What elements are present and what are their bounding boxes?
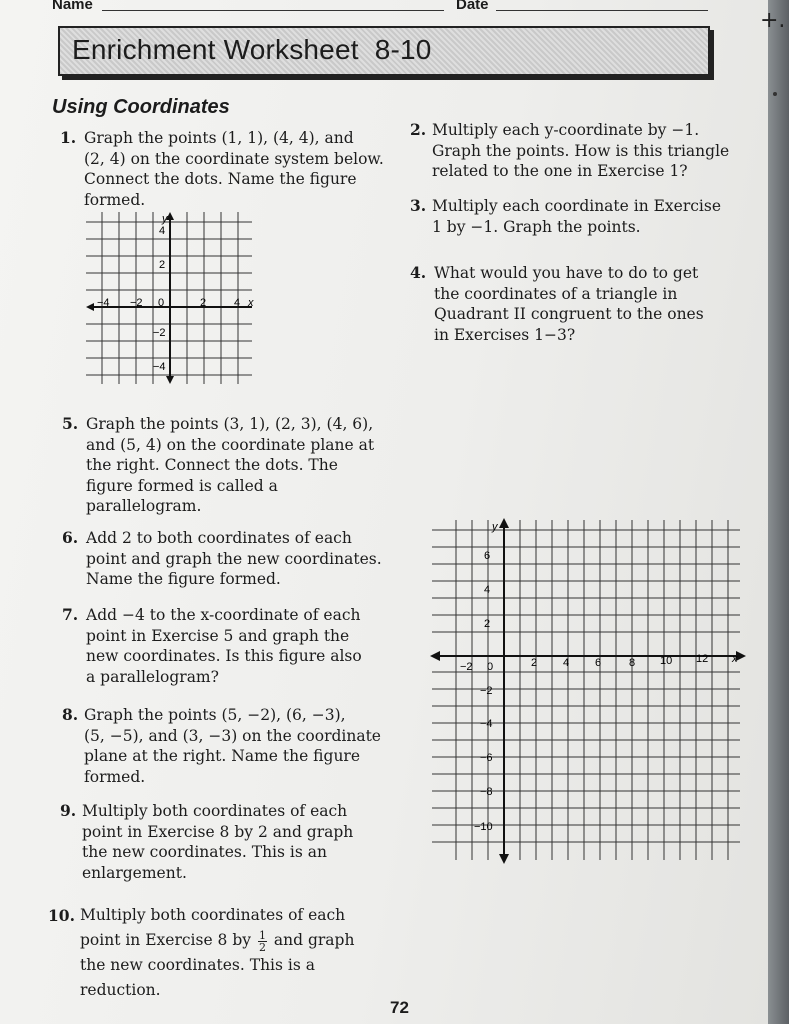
title-number: 8-10 bbox=[374, 34, 432, 65]
question-number: 8. bbox=[62, 705, 79, 724]
question-line: a parallelogram? bbox=[86, 667, 219, 686]
large-x-tick: 4 bbox=[563, 657, 570, 669]
question-8 bbox=[62, 705, 381, 787]
question-number: 9. bbox=[60, 801, 77, 820]
question-2 bbox=[410, 120, 729, 182]
large-y-tick: 2 bbox=[484, 618, 491, 630]
question-9 bbox=[60, 801, 353, 883]
large-y-tick: 4 bbox=[484, 584, 491, 596]
small-y-arrow-down bbox=[166, 376, 174, 384]
large-y-tick: −2 bbox=[480, 685, 493, 697]
question-number: 4. bbox=[410, 263, 427, 282]
large-x-arrow-left bbox=[430, 651, 440, 661]
small-x-axis-label: x bbox=[248, 297, 254, 309]
question-5 bbox=[62, 414, 374, 517]
question-line: figure formed is called a bbox=[86, 476, 278, 495]
large-y-arrow-up bbox=[499, 518, 509, 528]
question-line: plane at the right. Name the figure bbox=[84, 747, 361, 765]
large-y-tick: −10 bbox=[474, 821, 493, 833]
large-y-axis-label: y bbox=[492, 521, 498, 533]
question-line: Graph the points. How is this triangle bbox=[432, 141, 730, 160]
question-line: point in Exercise 8 by 2 and graph bbox=[82, 822, 354, 841]
large-x-tick: 8 bbox=[629, 657, 636, 669]
question-line: the right. Connect the dots. The bbox=[86, 456, 338, 474]
large-y-tick: −4 bbox=[480, 718, 493, 730]
question-line: related to the one in Exercise 1? bbox=[432, 162, 688, 180]
question-line: formed. bbox=[84, 767, 146, 786]
large-y-tick: 6 bbox=[484, 550, 491, 562]
fraction-denominator: 2 bbox=[258, 940, 266, 954]
large-x-arrow-right bbox=[736, 651, 746, 661]
question-line: point in Exercise 5 and graph the bbox=[86, 626, 350, 645]
question-number: 10. bbox=[48, 906, 75, 925]
large-x-axis-label: x bbox=[732, 653, 738, 665]
edge-mark: +. bbox=[760, 8, 786, 33]
question-line: reduction. bbox=[80, 981, 161, 999]
question-number: 3. bbox=[410, 196, 427, 215]
question-line: enlargement. bbox=[82, 863, 187, 882]
question-line: Add −4 to the x-coordinate of each bbox=[86, 606, 361, 624]
question-7 bbox=[62, 605, 362, 687]
question-line bbox=[80, 928, 354, 953]
date-field-line[interactable] bbox=[496, 10, 708, 11]
question-3 bbox=[410, 196, 721, 237]
small-x-tick: 0 bbox=[158, 297, 165, 309]
page-number: 72 bbox=[390, 998, 409, 1017]
large-x-tick: 2 bbox=[531, 657, 538, 669]
question-line: and (5, 4) on the coordinate plane at bbox=[86, 435, 375, 454]
question-number: 5. bbox=[62, 414, 79, 433]
name-field-line[interactable] bbox=[102, 10, 444, 11]
question-line: in Exercises 1−3? bbox=[434, 325, 576, 344]
question-6 bbox=[62, 528, 382, 590]
question-line: Graph the points (1, 1), (4, 4), and bbox=[84, 129, 354, 147]
question-line: the new coordinates. This is a bbox=[80, 956, 315, 974]
question-line-part: point in Exercise 8 by bbox=[80, 931, 252, 949]
question-line: Connect the dots. Name the figure bbox=[84, 170, 357, 188]
question-line: Multiply both coordinates of each bbox=[82, 802, 348, 820]
question-line: the new coordinates. This is an bbox=[82, 843, 327, 861]
question-number: 6. bbox=[62, 528, 79, 547]
question-line-part: and graph bbox=[273, 931, 355, 949]
large-coordinate-grid[interactable] bbox=[428, 516, 748, 866]
question-line: (2, 4) on the coordinate system below. bbox=[84, 149, 384, 168]
large-x-tick: 12 bbox=[696, 653, 709, 665]
large-x-tick: 0 bbox=[487, 661, 494, 673]
question-line: Graph the points (5, −2), (6, −3), bbox=[84, 706, 346, 724]
question-line: Graph the points (3, 1), (2, 3), (4, 6), bbox=[86, 415, 374, 433]
small-x-tick: −4 bbox=[97, 297, 110, 309]
question-1 bbox=[60, 128, 384, 210]
page-edge bbox=[768, 0, 789, 1024]
worksheet-title bbox=[72, 34, 432, 66]
question-number: 2. bbox=[410, 120, 427, 139]
question-line: (5, −5), and (3, −3) on the coordinate bbox=[84, 726, 381, 745]
small-y-tick: 4 bbox=[159, 225, 166, 237]
large-y-arrow-down bbox=[499, 854, 509, 864]
question-line: parallelogram. bbox=[86, 497, 202, 515]
question-line: the coordinates of a triangle in bbox=[434, 284, 678, 303]
small-y-tick: 2 bbox=[159, 259, 166, 271]
question-4 bbox=[410, 263, 704, 345]
small-y-tick: −4 bbox=[153, 361, 166, 373]
date-label: Date bbox=[456, 0, 489, 13]
small-y-tick: −2 bbox=[153, 327, 166, 339]
large-y-tick: −8 bbox=[480, 786, 493, 798]
question-line: new coordinates. Is this figure also bbox=[86, 647, 362, 665]
question-line: Name the figure formed. bbox=[86, 570, 281, 588]
fraction-numerator: 1 bbox=[258, 928, 266, 942]
title-text: Enrichment Worksheet bbox=[72, 34, 359, 65]
large-grid-lines bbox=[432, 520, 740, 860]
fraction-one-half bbox=[258, 930, 267, 953]
question-10 bbox=[48, 903, 354, 1003]
question-line: 1 by −1. Graph the points. bbox=[432, 217, 641, 236]
question-line: formed. bbox=[84, 190, 146, 209]
large-y-tick: −6 bbox=[480, 752, 493, 764]
question-number: 7. bbox=[62, 605, 79, 624]
section-heading: Using Coordinates bbox=[52, 96, 230, 118]
small-x-tick: 4 bbox=[234, 297, 241, 309]
question-line: point and graph the new coordinates. bbox=[86, 549, 382, 568]
question-line: Multiply each coordinate in Exercise bbox=[432, 197, 722, 215]
question-line: Quadrant II congruent to the ones bbox=[434, 305, 704, 323]
question-line: Multiply both coordinates of each bbox=[80, 906, 346, 924]
question-number: 1. bbox=[60, 128, 77, 147]
question-line: Multiply each y-coordinate by −1. bbox=[432, 121, 700, 139]
name-label: Name bbox=[52, 0, 93, 13]
small-x-arrow-left bbox=[86, 303, 94, 311]
question-line: Add 2 to both coordinates of each bbox=[86, 529, 352, 547]
small-y-axis-label: y bbox=[162, 213, 168, 225]
large-x-tick: 6 bbox=[595, 657, 602, 669]
small-x-tick: 2 bbox=[200, 297, 207, 309]
edge-dot bbox=[773, 92, 777, 96]
small-coordinate-grid[interactable] bbox=[80, 208, 260, 388]
question-line: What would you have to do to get bbox=[434, 264, 699, 282]
large-x-tick: −2 bbox=[460, 661, 473, 673]
large-x-tick: 10 bbox=[660, 655, 673, 667]
small-x-tick: −2 bbox=[130, 297, 143, 309]
